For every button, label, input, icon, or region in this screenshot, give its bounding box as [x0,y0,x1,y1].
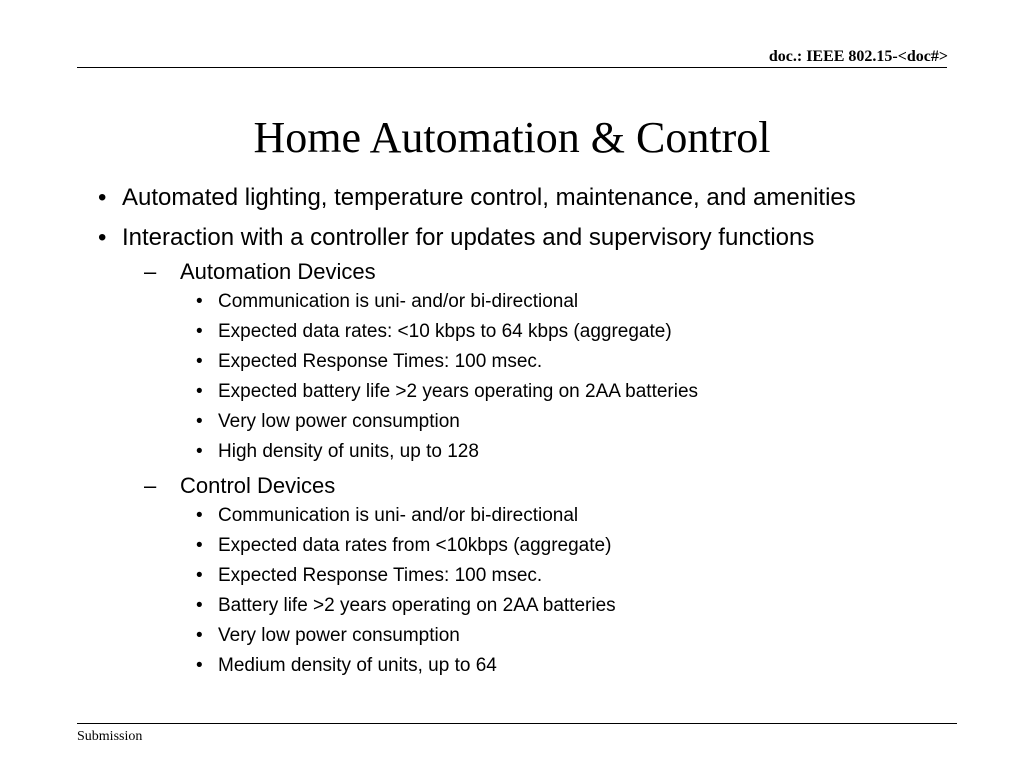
sub-item [196,561,1024,591]
sub-item [196,501,1024,531]
sub-item-text: Communication is uni- and/or bi-directional [218,505,579,526]
sub-heading [144,257,1024,287]
bullet-marker: • [196,565,203,586]
bullet-marker: • [98,184,107,211]
sub-item-text: Communication is uni- and/or bi-directional [218,291,579,312]
bullet-marker: • [196,595,203,616]
sub-item-text: Expected Response Times: 100 msec. [218,565,543,586]
bullet-marker: • [196,625,203,646]
sub-item-text: Expected data rates: <10 kbps to 64 kbps (aggregate) [218,321,672,342]
bullet-item [98,223,922,253]
dash-marker: – [144,259,157,284]
sub-heading-text: Control Devices [180,473,336,498]
header-rule [77,67,947,68]
bullet-marker: • [196,381,203,402]
dash-marker: – [144,473,157,498]
sub-item-text: Very low power consumption [218,625,460,646]
sub-item-text: Very low power consumption [218,411,460,432]
footer-rule [77,723,957,724]
bullet-item [98,183,922,213]
bullet-marker: • [196,321,203,342]
sub-item [196,651,1024,681]
sub-item [196,287,1024,317]
footer-label: Submission [77,729,143,744]
bullet-marker: • [196,411,203,432]
bullet-marker: • [196,655,203,676]
slide-content [0,183,1024,681]
sub-item [196,591,1024,621]
bullet-marker: • [196,505,203,526]
sub-item [196,531,1024,561]
sub-item [196,621,1024,651]
bullet-marker: • [196,441,203,462]
sub-item-text: Expected battery life >2 years operating on 2AA batteries [218,381,699,402]
sub-item [196,317,1024,347]
sub-item [196,407,1024,437]
sub-item-text: Battery life >2 years operating on 2AA batteries [218,595,616,616]
sub-item [196,347,1024,377]
sub-heading [144,471,1024,501]
slide-title: Home Automation & Control [253,113,771,162]
bullet-text: Automated lighting, temperature control, maintenance, and amenities [122,184,856,211]
sub-item [196,377,1024,407]
doc-id: doc.: IEEE 802.15-<doc#> [768,48,948,65]
sub-item [196,437,1024,467]
bullet-text: Interaction with a controller for updates and supervisory functions [122,224,815,251]
sub-heading-text: Automation Devices [180,259,376,284]
sub-item-text: High density of units, up to 128 [218,441,479,462]
bullet-marker: • [98,224,107,251]
sub-item-text: Expected Response Times: 100 msec. [218,351,543,372]
bullet-marker: • [196,535,203,556]
bullet-marker: • [196,351,203,372]
sub-item-text: Medium density of units, up to 64 [218,655,497,676]
bullet-marker: • [196,291,203,312]
sub-item-text: Expected data rates from <10kbps (aggregate) [218,535,612,556]
